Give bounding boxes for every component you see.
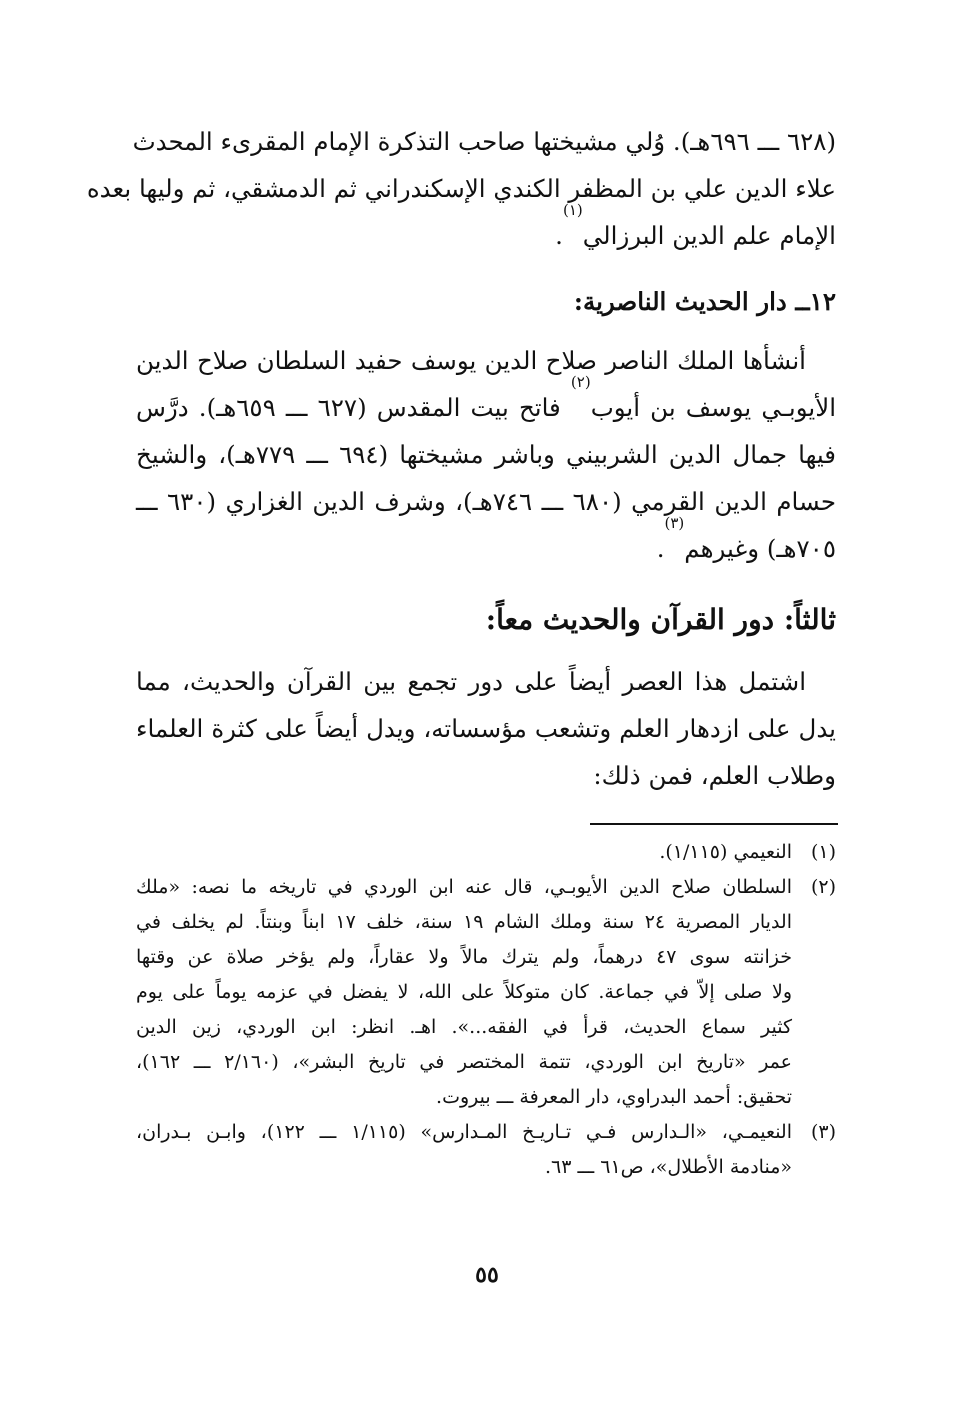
text-line: يدل على ازدهار العلم وتشعب مؤسساته، ويدل أيضاً على كثرة العلماء — [136, 714, 836, 743]
footnote-number: (٣) — [810, 1121, 836, 1143]
footnote-line: تحقيق: أحمد البدراوي، دار المعرفة ـــ بيروت. — [436, 1086, 792, 1108]
footnote-line: عمر «تاريخ ابن الوردي، تتمة المختصر في تاريخ البشر»، (٢/١٦٠ ـــ ١٦٢)، — [136, 1051, 792, 1073]
footnote-line: النعيمـي، «الـدارس فـي تـاريـخ المـدارس» (١/١١٥ ـــ ١٢٢)، وابـن بـدران، — [136, 1121, 793, 1143]
text-segment: . — [656, 534, 665, 563]
text-segment: الإمام علم الدين البرزالي — [582, 221, 836, 250]
footnote-ref[interactable]: (١) — [562, 201, 583, 219]
footnote-line: النعيمي (١/١١٥). — [659, 841, 792, 863]
text-line: علاء الدين علي بن المظفر الكندي الإسكندراني ثم الدمشقي، ثم وليها بعده — [86, 174, 836, 203]
footnote-divider — [590, 823, 838, 825]
subsection-heading-text: ١٢ــ دار الحديث الناصرية: — [573, 287, 836, 316]
paragraph-quran-hadith — [136, 658, 836, 799]
footnote-number: (١) — [810, 841, 836, 863]
text-line — [136, 337, 836, 384]
subsection-heading — [136, 278, 836, 325]
text-segment: فاتح بيت المقدس (٦٢٧ ـــ ٦٥٩هـ). درَّس — [136, 393, 571, 422]
page-number: ٥٥ — [475, 1262, 499, 1288]
footnote-number: (٢) — [810, 876, 836, 898]
text-segment: أنشأها الملك الناصر صلاح الدين يوسف حفيد السلطان صلاح الدين — [136, 346, 806, 375]
footnote-3 — [136, 1115, 836, 1185]
text-line: وطلاب العلم، فمن ذلك: — [593, 761, 836, 790]
footnote-line: السلطان صلاح الدين الأيوبـي، قال عنه ابن الوردي في تاريخه ما نصه: «ملك — [136, 876, 792, 898]
paragraph-continuation — [86, 118, 836, 259]
section-title-text: ثالثاً: دور القرآن والحديث معاً: — [485, 603, 836, 636]
footnote-line: ولا صلى إلاّ في جماعة. كان متوكلاً على الله، لا يفضل في عزمه يوماً على يوم — [136, 981, 792, 1003]
text-line: اشتمل هذا العصر أيضاً على دور تجمع بين القرآن والحديث، مما — [136, 667, 806, 696]
text-line: حسام الدين القرمي (٦٨٠ ـــ ٧٤٦هـ)، وشرف الدين الغزاري (٦٣٠ ـــ — [136, 487, 837, 516]
footnote-ref[interactable]: (٢) — [570, 373, 591, 391]
text-line: (٦٢٨ ـــ ٦٩٦هـ). وُلي مشيختها صاحب التذكرة الإمام المقرىء المحدث — [132, 127, 836, 156]
footnote-1 — [136, 835, 836, 870]
text-line: فيها جمال الدين الشربيني وباشر مشيختها (٦٩٤ ـــ ٧٧٩هـ)، والشيخ — [136, 440, 836, 469]
text-line — [136, 373, 836, 431]
text-segment: الأيوبـي يوسف بن أيوب — [590, 393, 836, 422]
footnote-2 — [136, 870, 836, 1115]
section-title — [136, 600, 836, 640]
text-line — [136, 514, 836, 572]
footnote-line: خزانته سوى ٤٧ درهماً، ولم يترك مالاً ولا عقاراً، ولم يؤخر صلاة عن وقتها — [136, 946, 792, 968]
footnotes — [136, 835, 836, 1185]
footnote-line: «منادمة الأطلال»، ص٦١ ـــ ٦٣. — [544, 1156, 792, 1178]
text-segment: . — [555, 221, 563, 250]
text-segment: ٧٠٥هـ) وغيرهم — [684, 534, 836, 563]
footnote-line: الديار المصرية ٢٤ سنة وملك الشام ١٩ سنة، خلف ١٧ ابناً وبنتاً. لم يخلف في — [136, 911, 792, 933]
footnote-ref[interactable]: (٣) — [664, 514, 685, 532]
text-line — [136, 201, 836, 259]
footnote-line: كثير سماع الحديث، قرأ في الفقه...». اهـ. انظر: ابن الوردي، زين الدين — [136, 1016, 792, 1038]
paragraph-nasiriya — [136, 337, 836, 572]
